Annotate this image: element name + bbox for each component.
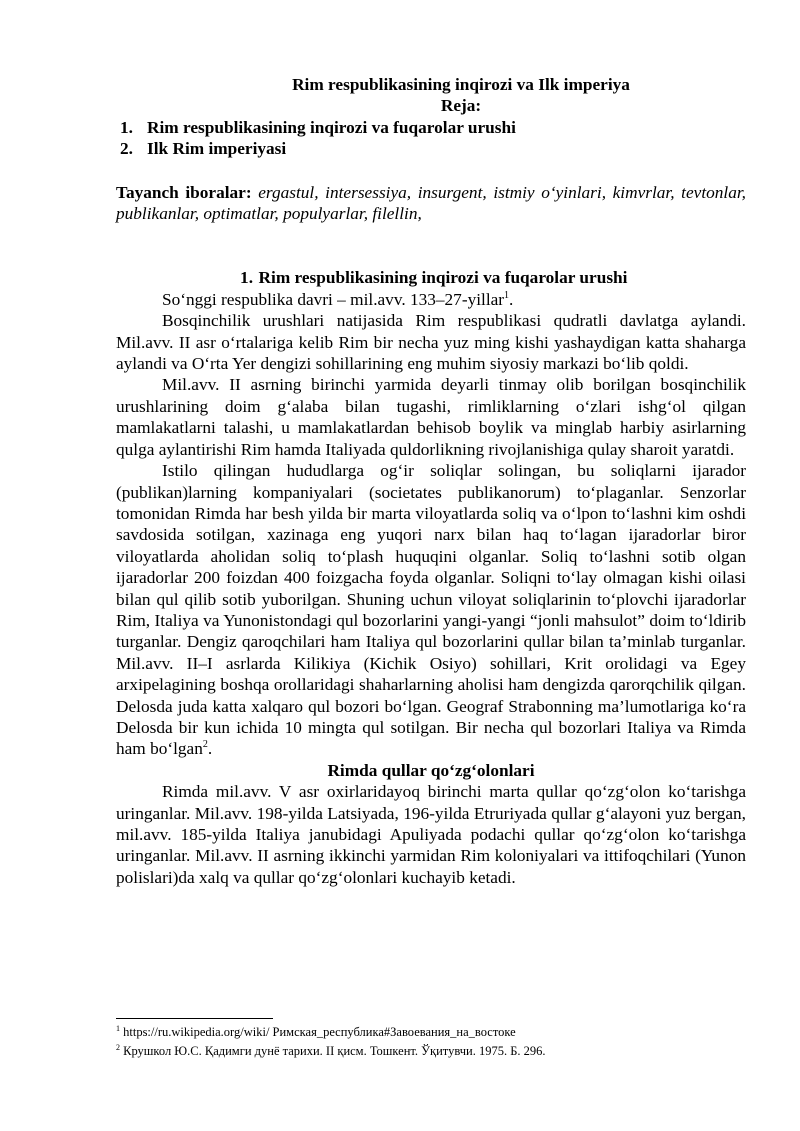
plan-heading: Reja: [440, 96, 482, 116]
subheading: Rimda qullar qo‘zg‘olonlari [327, 760, 535, 780]
paragraph-end: . [207, 739, 213, 759]
plan-item-text: Rim respublikasining inqirozi va fuqarolar urushi [147, 117, 516, 137]
footnote-divider [116, 1018, 273, 1019]
plan-list [116, 117, 746, 160]
section-title: Rim respublikasining inqirozi va fuqarolar urushi [258, 268, 628, 288]
plan-item [116, 117, 746, 138]
paragraph [116, 289, 746, 310]
keywords-list: ergastul, intersessiya, insurgent, istmiy o‘yinlari, kimvrlar, tevtonlar, publikanlar, optimatlar, populyarlar, filellin, [116, 182, 746, 224]
section-heading [116, 267, 746, 288]
footnote-number: 1 [116, 1023, 120, 1033]
document-title: Rim respublikasining inqirozi va Ilk imperiya [292, 75, 630, 94]
paragraph: Rimda mil.avv. V asr oxirlaridayoq birinchi marta qullar qo‘zg‘olon ko‘tarishga uringanlar. Mil.avv. 198-yilda Latsiyada, 196-yilda Etruriyada qullar g‘alayoni yuz bergan, mil.avv. 185-yilda Italiya janubidagi Apuliyada podachi qullar qo‘zg‘olon ko‘tarishga uringanlar. Mil.avv. II asrning ikkinchi yarmidan Rim koloniyalari va ittifoqchilari (Yunon polislari)da xalq va qullar qo‘zg‘olonlari kuchayib ketadi. [116, 782, 746, 887]
paragraph: Bosqinchilik urushlari natijasida Rim respublikasi qudratli davlatga aylandi. Mil.avv. II asr o‘rtalariga kelib Rim bir necha yuz ming kishi yashaydigan katta shaharga aylandi va O‘rta Yer dengizi sohillarining eng muhim siyosiy markazi bo‘lib qoldi. [116, 311, 746, 374]
paragraph-end: . [509, 289, 514, 309]
plan-item-number: 1. [120, 117, 133, 137]
paragraph-text: So‘nggi respublika davri – mil.avv. 133–27-yillar [162, 289, 505, 309]
footnote [116, 1042, 746, 1061]
footnote-number: 2 [116, 1042, 120, 1052]
paragraph-text: Istilo qilingan hududlarga og‘ir soliqlar solingan, bu soliqlarni ijarador (publikan)larning kompaniyalari (societates publikanorum) to‘plaganlar. Senzorlar tomonidan Rimda har besh yilda bir marta viloyatlarda soliq va o‘lpon to‘lashni kim oshdi savdosida sotilgan, xazinaga eng yuqori narx bilan haq to‘lagan ijaradorlar biror viloyatlarda aholidan soliq to‘plash huquqini olganlar. Soliq to‘lashni sotib olgan ijaradorlar 200 foizdan 400 foizgacha foyda olganlar. Soliqni to‘lay olmagan kishi oilasi bilan qul qilib sotib yuborilgan. Shuning uchun viloyat soliqlarinin to‘plovchi ijaradorlar Rim, Italiya va Yunonistondagi qul bozorlarini yangi-yangi “jonli mahsulot” doim to‘ldirib turganlar. Dengiz qaroqchilari ham Italiya qul bozorlarini qullar bilan ta’minlab turganlar. Mil.avv. II–I asrlarda Kilikiya (Kichik Osiyo) sohillari, Krit orolidagi va Egey arxipelagining boshqa orollaridagi shaharlarning aholisi ham dengizda qarorqchilik qilgan. Delosda juda katta xalqaro qul bozori bo‘lgan. Geograf Strabonning ma’lumotlariga ko‘ra Delosda bir kun ichida 10 mingta qul sotilgan. Bir necha qul bozorlari Italiya va Rimda ham bo‘lgan [116, 461, 746, 759]
footnote-ref[interactable]: 1 [504, 290, 510, 302]
section-number: 1. [240, 268, 254, 288]
plan-item [116, 138, 746, 159]
footnote-text: Крушкол Ю.С. Қадимги дунё тарихи. II қисм. Тошкент. Ўқитувчи. 1975. Б. 296. [120, 1044, 546, 1058]
keywords-block [116, 182, 746, 225]
paragraph [116, 460, 746, 760]
keywords-label: Tayanch iboralar: [116, 182, 252, 202]
plan-item-number: 2. [120, 139, 133, 159]
footnotes [116, 1018, 746, 1061]
footnote-ref[interactable]: 2 [202, 739, 208, 751]
footnote-text: https://ru.wikipedia.org/wiki/ Римская_республика#Завоевания_на_востоке [120, 1025, 516, 1039]
paragraph: Mil.avv. II asrning birinchi yarmida deyarli tinmay olib borilgan bosqinchilik urushlarining doim g‘alaba bilan tugashi, rimliklarning o‘zlari ishg‘ol qilgan mamlakatlarni talashi, u mamlakatlardan behisob boylik va minglab harbiy asirlarning qulga aylantirishi Rim hamda Italiyada quldorlikning rivojlanishiga qulay sharoit yaratdi. [116, 375, 746, 459]
document-page [116, 74, 746, 888]
footnote [116, 1023, 746, 1042]
plan-item-text: Ilk Rim imperiyasi [147, 139, 287, 159]
